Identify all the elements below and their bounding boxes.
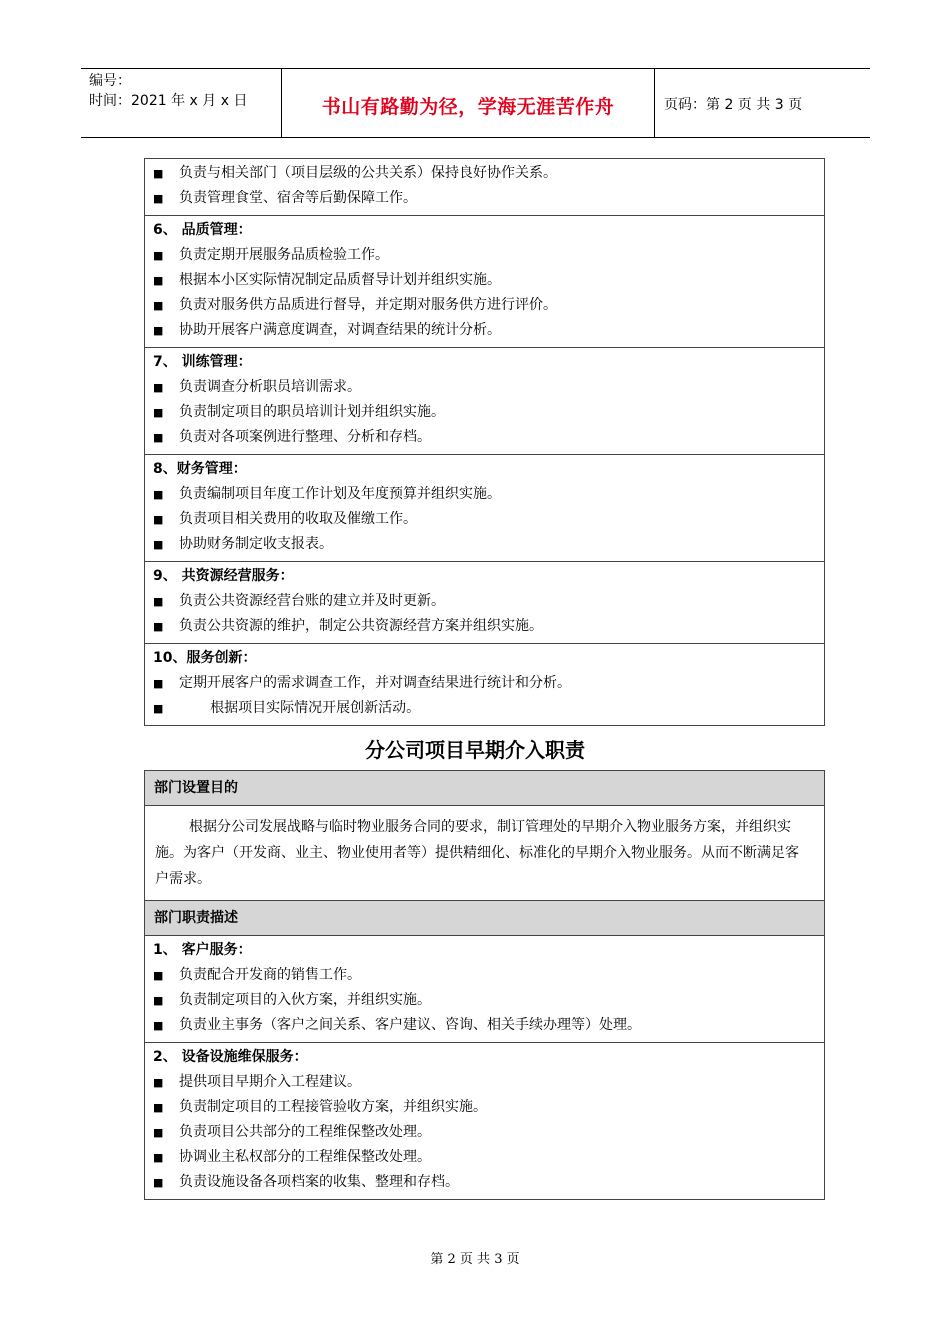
list-item <box>153 614 824 639</box>
list-item <box>153 400 824 425</box>
bullet-square-icon: ■ <box>153 1151 164 1164</box>
bullet-square-icon: ■ <box>153 324 164 337</box>
bullet-square-icon: ■ <box>153 381 164 394</box>
list-item <box>153 161 824 186</box>
duty-section <box>145 644 824 725</box>
list-item-text: 根据本小区实际情况制定品质督导计划并组织实施。 <box>179 272 501 288</box>
section-title: 分公司项目早期介入职责 <box>365 738 585 762</box>
bullet-square-icon: ■ <box>153 1176 164 1189</box>
list-item-text: 负责编制项目年度工作计划及年度预算并组织实施。 <box>179 486 501 502</box>
list-item <box>153 243 824 268</box>
list-item <box>153 425 824 450</box>
header-meta <box>81 69 282 137</box>
list-item <box>153 963 824 988</box>
section-heading: 9、 共资源经营服务： <box>153 568 294 584</box>
list-item-text: 协助开展客户满意度调查，对调查结果的统计分析。 <box>179 322 501 338</box>
duties-table-1 <box>144 158 825 726</box>
list-item-text: 负责定期开展服务品质检验工作。 <box>179 247 389 263</box>
list-item-text: 负责项目公共部分的工程维保整改处理。 <box>179 1124 431 1140</box>
list-item <box>153 186 824 211</box>
bullet-square-icon: ■ <box>153 538 164 551</box>
list-item <box>153 988 824 1013</box>
list-item-text: 负责制定项目的工程接管验收方案，并组织实施。 <box>179 1099 487 1115</box>
list-item-text: 根据项目实际情况开展创新活动。 <box>179 700 421 716</box>
duty-label: 部门职责描述 <box>145 901 824 936</box>
duty-section <box>145 562 824 644</box>
bullet-square-icon: ■ <box>153 1101 164 1114</box>
purpose-label: 部门设置目的 <box>145 771 824 806</box>
list-item <box>153 1095 824 1120</box>
duty-section <box>145 216 824 348</box>
list-item-text: 负责公共资源的维护，制定公共资源经营方案并组织实施。 <box>179 618 543 634</box>
list-item <box>153 507 824 532</box>
section-heading: 2、 设备设施维保服务： <box>153 1049 308 1065</box>
list-item <box>153 696 824 721</box>
bullet-square-icon: ■ <box>153 1076 164 1089</box>
list-item-text: 协助财务制定收支报表。 <box>179 536 333 552</box>
list-item-text: 定期开展客户的需求调查工作，并对调查结果进行统计和分析。 <box>179 675 571 691</box>
list-item <box>153 318 824 343</box>
list-item <box>153 293 824 318</box>
list-item-text: 负责项目相关费用的收取及催缴工作。 <box>179 511 417 527</box>
bullet-square-icon: ■ <box>153 249 164 262</box>
duty-section <box>145 1043 824 1199</box>
bullet-square-icon: ■ <box>153 620 164 633</box>
list-item-text: 负责配合开发商的销售工作。 <box>179 967 361 983</box>
list-item-text: 负责制定项目的入伙方案，并组织实施。 <box>179 992 431 1008</box>
list-item-text: 负责与相关部门（项目层级的公共关系）保持良好协作关系。 <box>179 165 557 181</box>
bullet-square-icon: ■ <box>153 406 164 419</box>
list-item <box>153 1120 824 1145</box>
list-item-text: 负责对服务供方品质进行督导，并定期对服务供方进行评价。 <box>179 297 557 313</box>
list-item-text: 负责对各项案例进行整理、分析和存档。 <box>179 429 431 445</box>
bullet-square-icon: ■ <box>153 994 164 1007</box>
list-item-text: 负责制定项目的职员培训计划并组织实施。 <box>179 404 445 420</box>
list-item <box>153 1070 824 1095</box>
bullet-square-icon: ■ <box>153 702 164 715</box>
bullet-square-icon: ■ <box>153 969 164 982</box>
duty-section <box>145 455 824 562</box>
bullet-square-icon: ■ <box>153 274 164 287</box>
page-footer: 第 2 页 共 3 页 <box>430 1252 520 1267</box>
bullet-square-icon: ■ <box>153 595 164 608</box>
list-item <box>153 1013 824 1038</box>
time-label: 时间：2021 年 x 月 x 日 <box>89 93 248 109</box>
list-item <box>153 375 824 400</box>
code-label: 编号： <box>89 73 131 89</box>
section-heading: 10、服务创新： <box>153 650 257 666</box>
list-item <box>153 532 824 557</box>
duties-table-2 <box>144 770 825 1200</box>
section-heading: 8、财务管理： <box>153 461 247 477</box>
bullet-square-icon: ■ <box>153 1019 164 1032</box>
list-item <box>153 1170 824 1195</box>
bullet-square-icon: ■ <box>153 513 164 526</box>
list-item <box>153 589 824 614</box>
page-header <box>81 68 870 138</box>
bullet-square-icon: ■ <box>153 192 164 205</box>
duty-section <box>145 348 824 455</box>
motto: 书山有路勤为径，学海无涯苦作舟 <box>282 69 655 137</box>
list-item-text: 协调业主私权部分的工程维保整改处理。 <box>179 1149 431 1165</box>
section-heading: 6、 品质管理： <box>153 222 252 238</box>
list-item-text: 负责管理食堂、宿舍等后勤保障工作。 <box>179 190 417 206</box>
list-item <box>153 268 824 293</box>
section-heading: 7、 训练管理： <box>153 354 252 370</box>
list-item <box>153 482 824 507</box>
list-item <box>153 1145 824 1170</box>
bullet-square-icon: ■ <box>153 488 164 501</box>
list-item-text: 提供项目早期介入工程建议。 <box>179 1074 361 1090</box>
page-label: 页码：第 2 页 共 3 页 <box>664 97 803 113</box>
list-item-text: 负责业主事务（客户之间关系、客户建议、咨询、相关手续办理等）处理。 <box>179 1017 641 1033</box>
list-item <box>153 671 824 696</box>
list-item-text: 负责调查分析职员培训需求。 <box>179 379 361 395</box>
bullet-square-icon: ■ <box>153 1126 164 1139</box>
bullet-square-icon: ■ <box>153 431 164 444</box>
bullet-square-icon: ■ <box>153 167 164 180</box>
duty-section <box>145 159 824 216</box>
bullet-square-icon: ■ <box>153 677 164 690</box>
section-heading: 1、 客户服务： <box>153 942 252 958</box>
purpose-text: 根据分公司发展战略与临时物业服务合同的要求，制订管理处的早期介入物业服务方案，并组织实施。为客户（开发商、业主、物业使用者等）提供精细化、标准化的早期介入物业服务。从而不断满足客户需求。 <box>145 806 824 901</box>
list-item-text: 负责公共资源经营台账的建立并及时更新。 <box>179 593 445 609</box>
bullet-square-icon: ■ <box>153 299 164 312</box>
duty-section <box>145 936 824 1043</box>
list-item-text: 负责设施设备各项档案的收集、整理和存档。 <box>179 1174 459 1190</box>
